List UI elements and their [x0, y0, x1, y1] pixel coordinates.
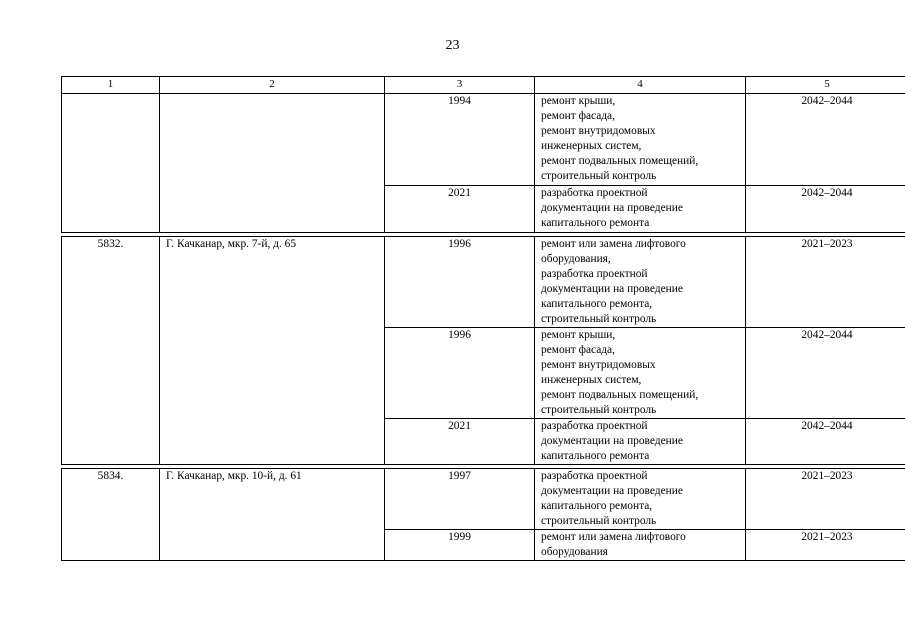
year-cell: 1999	[385, 530, 535, 561]
address-cell: Г. Качканар, мкр. 7-й, д. 65	[160, 237, 385, 465]
header-row	[62, 77, 905, 94]
period-cell: 2021–2023	[746, 237, 905, 328]
column-header-5: 5	[746, 77, 905, 94]
repair-schedule-table	[61, 76, 905, 233]
table-row	[62, 469, 905, 530]
works-cell: ремонт крыши, ремонт фасада, ремонт внутридомовых инженерных систем, ремонт подвальных помещений, строительный контроль	[535, 328, 746, 419]
year-cell: 2021	[385, 186, 535, 233]
works-cell: разработка проектной документации на проведение капитального ремонта	[535, 419, 746, 465]
column-header-2: 2	[160, 77, 385, 94]
address-cell	[160, 94, 385, 233]
works-cell: ремонт или замена лифтового оборудования	[535, 530, 746, 561]
year-cell: 1997	[385, 469, 535, 530]
year-cell: 1994	[385, 94, 535, 186]
year-cell: 1996	[385, 237, 535, 328]
works-cell: разработка проектной документации на проведение капитального ремонта	[535, 186, 746, 233]
column-header-3: 3	[385, 77, 535, 94]
row-number-cell: 5832.	[62, 237, 160, 465]
table-row	[62, 94, 905, 186]
works-cell: ремонт или замена лифтового оборудования, разработка проектной документации на проведение капитального ремонта, строительный контроль	[535, 237, 746, 328]
address-cell: Г. Качканар, мкр. 10-й, д. 61	[160, 469, 385, 561]
repair-schedule-table	[61, 236, 905, 465]
works-cell: ремонт крыши, ремонт фасада, ремонт внутридомовых инженерных систем, ремонт подвальных помещений, строительный контроль	[535, 94, 746, 186]
row-number-cell: 5834.	[62, 469, 160, 561]
period-cell: 2042–2044	[746, 419, 905, 465]
repair-schedule-table	[61, 468, 905, 561]
period-cell: 2042–2044	[746, 328, 905, 419]
row-number-cell	[62, 94, 160, 233]
table-block-5834	[61, 468, 853, 561]
year-cell: 1996	[385, 328, 535, 419]
period-cell: 2042–2044	[746, 186, 905, 233]
table-row	[62, 237, 905, 328]
year-cell: 2021	[385, 419, 535, 465]
table-block-5832	[61, 236, 853, 465]
period-cell: 2021–2023	[746, 469, 905, 530]
column-header-4: 4	[535, 77, 746, 94]
table-block-continuation	[61, 76, 853, 233]
page-number: 23	[445, 38, 460, 53]
column-header-1: 1	[62, 77, 160, 94]
period-cell: 2042–2044	[746, 94, 905, 186]
works-cell: разработка проектной документации на проведение капитального ремонта, строительный контроль	[535, 469, 746, 530]
period-cell: 2021–2023	[746, 530, 905, 561]
